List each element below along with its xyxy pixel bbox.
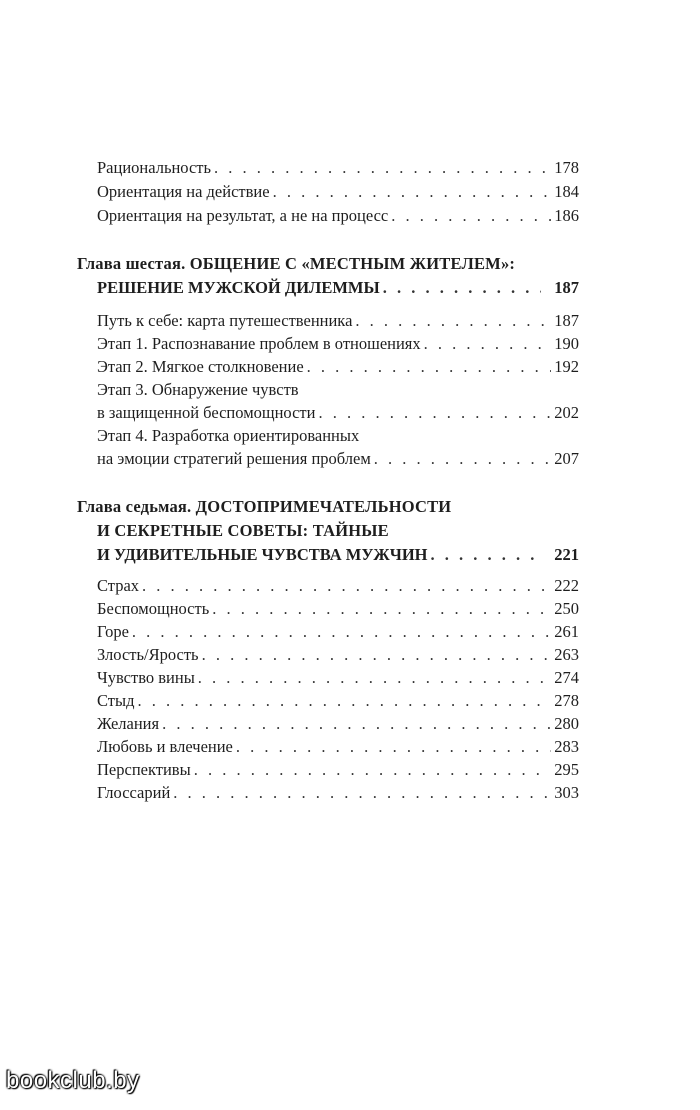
toc-entry-page: 261	[554, 622, 579, 641]
toc-entry	[97, 782, 579, 804]
toc-entry-page: 178	[554, 158, 579, 177]
toc-entry-page: 192	[554, 357, 579, 376]
toc-entry	[97, 205, 579, 227]
chapter-7-heading-line2: И СЕКРЕТНЫЕ СОВЕТЫ: ТАЙНЫЕ	[97, 521, 389, 540]
toc-entry-title: Желания	[97, 714, 160, 733]
toc-entry-title: Этап 1. Распознавание проблем в отношениях	[97, 334, 421, 353]
toc-entry	[97, 448, 579, 470]
toc-entry-page: 303	[554, 783, 579, 802]
toc-entry-page: 187	[554, 311, 579, 330]
toc-entry-title-line2: в защищенной беспомощности	[97, 403, 316, 422]
toc-entry-page: 184	[554, 182, 579, 201]
toc-entry-title-line2: на эмоции стратегий решения проблем	[97, 449, 371, 468]
toc-entry	[97, 181, 579, 203]
toc-entry	[97, 310, 579, 332]
chapter-7-heading: Глава седьмая. ДОСТОПРИМЕЧАТЕЛЬНОСТИ	[77, 497, 452, 516]
toc-entry	[97, 713, 579, 735]
dot-leader	[383, 277, 542, 299]
toc-entry	[97, 667, 579, 689]
chapter-6-heading-line2: РЕШЕНИЕ МУЖСКОЙ ДИЛЕММЫ	[97, 278, 380, 297]
dot-leader	[273, 181, 552, 203]
toc-entry-title: Перспективы	[97, 760, 191, 779]
toc-entry	[97, 333, 579, 355]
toc-entry-page: 280	[554, 714, 579, 733]
toc-entry-title-line1: Этап 3. Обнаружение чувств	[97, 380, 299, 399]
dot-leader	[236, 736, 551, 758]
toc-entry-page: 202	[554, 403, 579, 422]
toc-entry-title: Этап 2. Мягкое столкновение	[97, 357, 304, 376]
toc-entry-title: Беспомощность	[97, 599, 210, 618]
watermark-text: bookclub.by	[6, 1067, 140, 1094]
chapter-6-heading: Глава шестая. ОБЩЕНИЕ С «МЕСТНЫМ ЖИТЕЛЕМ»:	[77, 254, 516, 273]
toc-entry	[97, 736, 579, 758]
chapter-7-heading-line3: И УДИВИТЕЛЬНЫЕ ЧУВСТВА МУЖЧИН	[97, 545, 428, 564]
toc-entry-page: 283	[554, 737, 579, 756]
toc-entry-page: 190	[554, 334, 579, 353]
chapter-7-page: 221	[554, 545, 579, 564]
toc-entry	[97, 402, 579, 424]
dot-leader	[214, 157, 551, 179]
toc-entry-title: Горе	[97, 622, 129, 641]
toc-entry-title: Страх	[97, 576, 140, 595]
toc-entry-title: Рациональность	[97, 158, 212, 177]
toc-entry-title: Ориентация на действие	[97, 182, 270, 201]
dot-leader	[307, 356, 552, 378]
toc-entry	[97, 621, 579, 643]
toc-entry	[97, 356, 579, 378]
toc-entry-title: Любовь и влечение	[97, 737, 233, 756]
toc-entry-title: Чувство вины	[97, 668, 195, 687]
toc-entry-page: 278	[554, 691, 579, 710]
toc-entry	[97, 598, 579, 620]
toc-entry-title: Злость/Ярость	[97, 645, 199, 664]
toc-entry-page: 263	[554, 645, 579, 664]
toc-entry	[97, 759, 579, 781]
dot-leader	[374, 448, 551, 470]
dot-leader	[137, 690, 551, 712]
dot-leader	[212, 598, 551, 620]
toc-entry-title: Путь к себе: карта путешественника	[97, 311, 353, 330]
dot-leader	[355, 310, 551, 332]
toc-entry-page: 207	[554, 449, 579, 468]
toc-entry-title-line1: Этап 4. Разработка ориентированных	[97, 426, 360, 445]
dot-leader	[318, 402, 551, 424]
toc-entry-title: Стыд	[97, 691, 135, 710]
dot-leader	[132, 621, 551, 643]
chapter-7-heading-row	[97, 544, 579, 566]
chapter-6-heading-row	[97, 277, 579, 299]
toc-entry-page: 186	[554, 206, 579, 225]
toc-entry	[97, 575, 579, 597]
dot-leader	[162, 713, 551, 735]
dot-leader	[142, 575, 551, 597]
dot-leader	[198, 667, 551, 689]
dot-leader	[424, 333, 552, 355]
toc-entry-title: Ориентация на результат, а не на процесс	[97, 206, 389, 225]
toc-entry-page: 274	[554, 668, 579, 687]
dot-leader	[431, 544, 542, 566]
toc-entry	[97, 644, 579, 666]
toc-entry-page: 295	[554, 760, 579, 779]
toc-entry-page: 222	[554, 576, 579, 595]
dot-leader	[173, 782, 551, 804]
toc-entry-page: 250	[554, 599, 579, 618]
dot-leader	[391, 205, 551, 227]
toc-entry	[97, 690, 579, 712]
toc-entry-title: Глоссарий	[97, 783, 171, 802]
dot-leader	[202, 644, 552, 666]
toc-entry	[97, 157, 579, 179]
chapter-6-page: 187	[554, 278, 579, 297]
dot-leader	[194, 759, 552, 781]
